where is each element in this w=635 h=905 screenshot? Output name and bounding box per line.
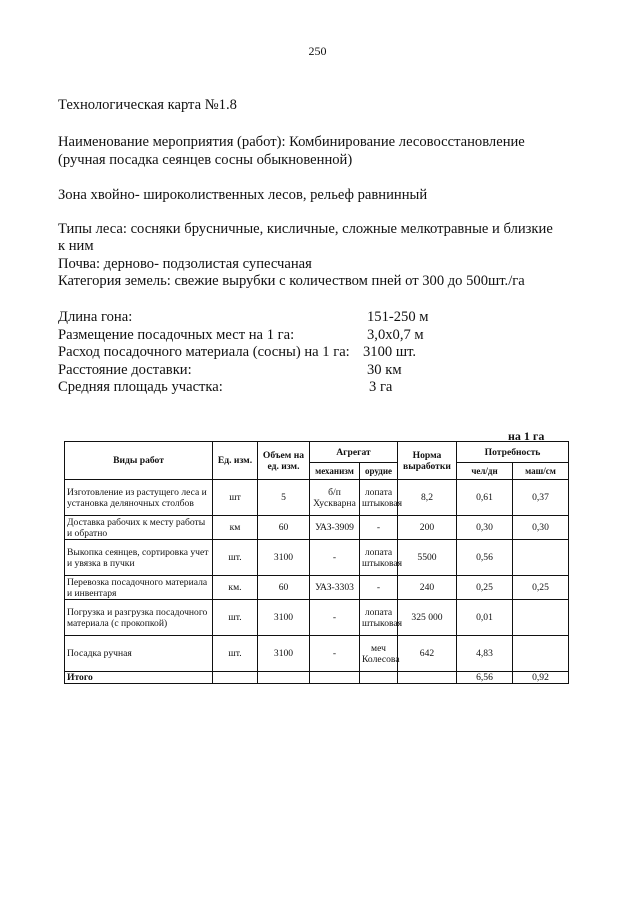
forest-types-line-2: к ним [58,238,94,254]
cell-volume: 60 [258,516,310,540]
work-table [64,441,569,684]
param-value: 3 га [369,379,393,395]
cell-tool: - [360,516,398,540]
header-aggregate: Агрегат [310,442,398,463]
forest-types-line-1: Типы леса: сосняки брусничные, кисличные, сложные мелкотравные и близкие [58,221,553,237]
header-norm: Норма выработки [398,442,457,480]
cell-unit: шт. [213,636,258,672]
cell-work: Перевозка посадочного материала и инвентаря [65,576,213,600]
cell-man-days: 4,83 [457,636,513,672]
cell-norm: 5500 [398,540,457,576]
cell-tool: лопата штыковая [360,540,398,576]
cell-norm: 240 [398,576,457,600]
cell-work: Выкопка сеянцев, сортировка учет и увязка в пучки [65,540,213,576]
cell-mechanism: б/п Хускварна [310,480,360,516]
cell-unit: шт. [213,600,258,636]
header-machine-shifts: маш/см [513,463,569,480]
table-row [65,600,569,636]
header-tool: орудие [360,463,398,480]
cell-machine-shifts: 0,30 [513,516,569,540]
empty-cell [258,672,310,684]
cell-unit: шт. [213,540,258,576]
cell-machine-shifts [513,540,569,576]
cell-unit: шт [213,480,258,516]
table-row [65,636,569,672]
header-unit: Ед. изм. [213,442,258,480]
cell-mechanism: - [310,636,360,672]
param-label: Размещение посадочных мест на 1 га: [58,326,295,343]
total-machine-shifts: 0,92 [513,672,569,684]
param-label: Расход посадочного материала (сосны) на 1 га: [58,344,350,360]
cell-man-days: 0,25 [457,576,513,600]
cell-man-days: 0,01 [457,600,513,636]
cell-mechanism: - [310,600,360,636]
cell-work: Доставка рабочих к месту работы и обратно [65,516,213,540]
cell-machine-shifts: 0,37 [513,480,569,516]
cell-norm: 642 [398,636,457,672]
cell-tool: - [360,576,398,600]
cell-man-days: 0,30 [457,516,513,540]
empty-cell [360,672,398,684]
cell-man-days: 0,56 [457,540,513,576]
table-row [65,480,569,516]
cell-volume: 60 [258,576,310,600]
cell-mechanism: УАЗ-3303 [310,576,360,600]
document-title: Технологическая карта №1.8 [58,97,237,113]
cell-volume: 5 [258,480,310,516]
cell-mechanism: - [310,540,360,576]
total-label: Итого [65,672,213,684]
param-value: 30 км [367,361,402,378]
empty-cell [398,672,457,684]
cell-work: Погрузка и разгрузка посадочного материала (с прокопкой) [65,600,213,636]
unit-note: на 1 га [508,429,545,443]
cell-machine-shifts: 0,25 [513,576,569,600]
empty-cell [310,672,360,684]
table-row [65,516,569,540]
land-category: Категория земель: свежие вырубки с количеством пней от 300 до 500шт./га [58,273,525,289]
soil-type: Почва: дерново- подзолистая супесчаная [58,256,312,272]
page-number: 250 [308,44,327,58]
activity-line-1: Наименование мероприятия (работ): Комбинирование лесовосстановление [58,134,525,150]
cell-unit: км. [213,576,258,600]
cell-tool: лопата штыковая [360,600,398,636]
header-need: Потребность [457,442,569,463]
cell-norm: 200 [398,516,457,540]
header-work-types: Виды работ [65,442,213,480]
total-man-days: 6,56 [457,672,513,684]
cell-volume: 3100 [258,600,310,636]
cell-volume: 3100 [258,540,310,576]
cell-unit: км [213,516,258,540]
activity-line-2: (ручная посадка сеянцев сосны обыкновенной) [58,152,353,168]
param-value: 3,0х0,7 м [367,326,424,343]
cell-tool: лопата штыковая [360,480,398,516]
param-label: Расстояние доставки: [58,361,192,378]
cell-man-days: 0,61 [457,480,513,516]
param-label: Длина гона: [58,309,133,325]
total-row [65,672,569,684]
cell-norm: 8,2 [398,480,457,516]
table-row [65,576,569,600]
table-row [65,540,569,576]
cell-norm: 325 000 [398,600,457,636]
cell-mechanism: УАЗ-3909 [310,516,360,540]
header-volume: Объем на ед. изм. [258,442,310,480]
header-mechanism: механизм [310,463,360,480]
cell-work: Изготовление из растущего леса и установка деляночных столбов [65,480,213,516]
cell-volume: 3100 [258,636,310,672]
header-man-days: чел/дн [457,463,513,480]
cell-work: Посадка ручная [65,636,213,672]
param-value: 3100 шт. [363,344,417,360]
param-value: 151-250 м [367,309,429,325]
param-label: Средняя площадь участка: [58,379,223,395]
cell-machine-shifts [513,636,569,672]
forest-zone: Зона хвойно- широколиственных лесов, рельеф равнинный [58,187,428,203]
cell-machine-shifts [513,600,569,636]
cell-tool: меч Колесова [360,636,398,672]
empty-cell [213,672,258,684]
